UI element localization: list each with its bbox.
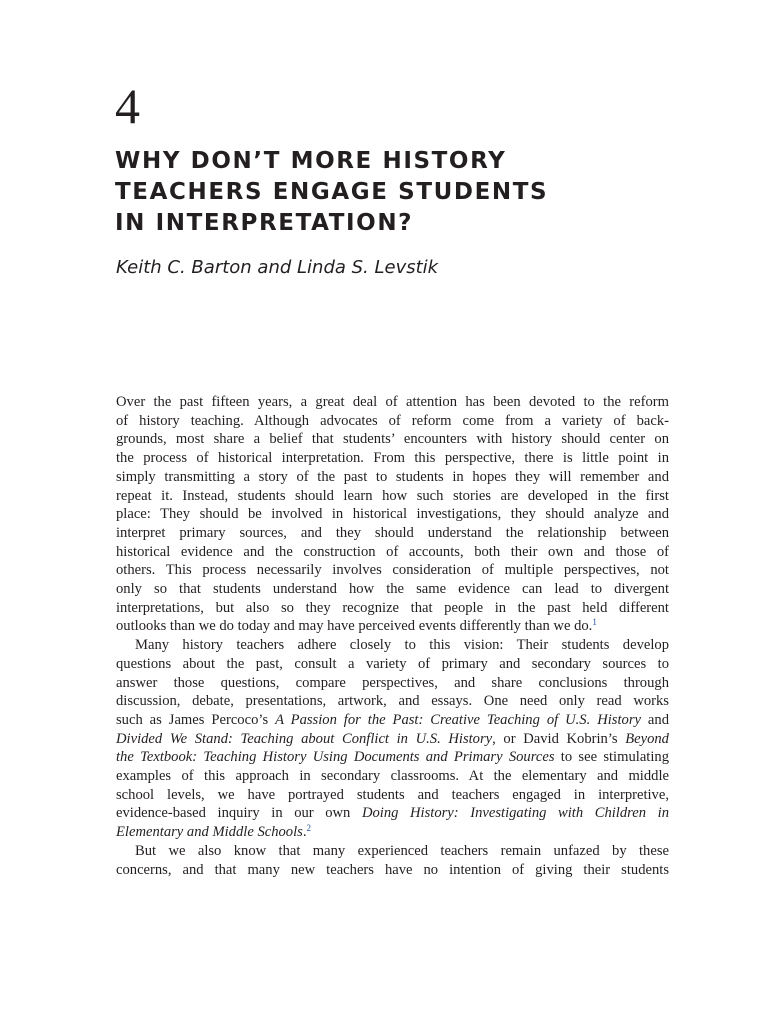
text-line: of history teaching. Although advocates of reform come from a variety of back- (116, 412, 669, 429)
text-line: questions about the past, consult a variety of primary and secondary sources to (116, 655, 669, 672)
text-line: discussion, debate, presentations, artwork, and essays. One need only read works (116, 693, 669, 710)
paragraph-2 (116, 636, 669, 842)
text-run: . (302, 824, 307, 841)
text-line-content: outlooks than we do today and may have perceived events differently than we do. (116, 618, 593, 635)
text-line: concerns, and that many new teachers have no intention of giving their students (116, 861, 669, 878)
text-line: But we also know that many experienced teachers remain unfazed by these (135, 842, 669, 859)
text-line: school levels, we have portrayed students and teachers engaged in interpretive, (116, 786, 669, 803)
book-title: Elementary and Middle Schools (116, 824, 303, 841)
text-line: historical evidence and the construction of accounts, both their own and those of (116, 543, 669, 560)
text-line (116, 804, 669, 823)
text-line: interpret primary sources, and they should understand the relationship between (116, 524, 669, 541)
chapter-title (115, 146, 675, 239)
text-line (116, 730, 669, 749)
chapter-title-line: WHY DON’T MORE HISTORY (115, 148, 507, 174)
footnote-ref-2[interactable]: 2 (306, 823, 311, 834)
chapter-title-line: IN INTERPRETATION? (115, 210, 414, 236)
text-line: examples of this approach in secondary classrooms. At the elementary and middle (116, 768, 669, 785)
paragraph-1 (116, 393, 669, 636)
text-line: interpretations, but also so they recognize that people in the past held different (116, 599, 669, 616)
text-run: , or David Kobrin’s (492, 730, 626, 747)
book-title: Divided We Stand: Teaching about Conflict in U.S. History (116, 730, 493, 747)
text-run: and (640, 711, 669, 728)
text-line (116, 748, 669, 767)
text-line: the process of historical interpretation. From this perspective, there is little point in (116, 450, 669, 467)
text-line: repeat it. Instead, students should learn how such stories are developed in the first (116, 487, 669, 504)
chapter-title-line: TEACHERS ENGAGE STUDENTS (115, 179, 549, 205)
book-title: Doing History: Investigating with Children in (361, 805, 669, 822)
text-run: evidence-based inquiry in our own (116, 805, 362, 822)
text-line (116, 823, 669, 842)
text-line: place: They should be involved in historical investigations, they should analyze and (116, 506, 669, 523)
text-line: Over the past fifteen years, a great deal of attention has been devoted to the reform (116, 394, 669, 410)
text-run: such as James Percoco’s (116, 711, 276, 728)
book-title: Beyond (625, 730, 669, 747)
text-line: only so that students understand how the same evidence can lead to divergent (116, 581, 669, 598)
text-line: others. This process necessarily involves consideration of multiple perspectives, not (116, 562, 669, 579)
text-line: Many history teachers adhere closely to this vision: Their students develop (135, 637, 669, 654)
authors: Keith C. Barton and Linda S. Levstik (116, 257, 439, 278)
body-text (116, 393, 669, 879)
paragraph-3 (116, 842, 669, 879)
text-line: grounds, most share a belief that students’ encounters with history should center on (116, 431, 669, 448)
footnote-ref-1[interactable]: 1 (592, 617, 597, 628)
text-run: to see stimulating (554, 749, 669, 766)
chapter-number: 4 (115, 78, 140, 134)
text-line (116, 711, 669, 730)
book-title: the Textbook: Teaching History Using Documents and Primary Sources (116, 749, 555, 766)
text-line: answer those questions, compare perspectives, and share conclusions through (116, 674, 669, 691)
text-line: simply transmitting a story of the past to students in hopes they will remember and (116, 468, 669, 485)
text-line (116, 617, 669, 636)
book-title: A Passion for the Past: Creative Teaching of U.S. History (275, 711, 641, 728)
